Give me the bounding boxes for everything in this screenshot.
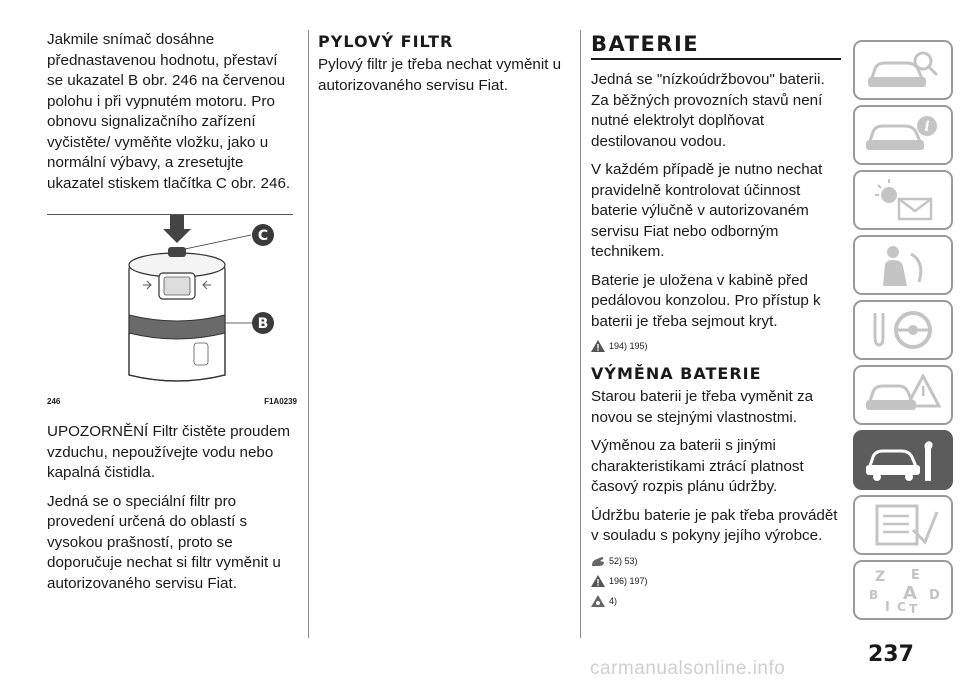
tab-emergency[interactable]: [853, 365, 953, 425]
car-wrench-icon: [863, 437, 943, 483]
figure-label-b: B: [257, 316, 269, 332]
index-letter: D: [929, 588, 940, 603]
tab-index[interactable]: [853, 560, 953, 620]
recycle-icon: [591, 595, 605, 607]
column-divider-2: [580, 30, 581, 638]
index-letter: C: [897, 600, 906, 613]
paragraph-battery-check: V každém případě je nutno nechat pravidelně kontrolovat účinnost baterie výlučně v autorizovaném servisu Fiat nebo odborným technikem.: [591, 161, 823, 260]
paragraph-warning: UPOZORNĚNÍ Filtr čistěte proudem vzduchu, nepoužívejte vodu nebo kapalná čistidla.: [47, 423, 291, 481]
column-right: [591, 30, 841, 615]
figure-caption: [47, 397, 297, 406]
figure-number: 246: [47, 397, 61, 406]
tab-safety-lights[interactable]: [853, 170, 953, 230]
reference-warning-2: 196) 197): [591, 575, 841, 587]
tab-starting-driving[interactable]: [853, 300, 953, 360]
checklist-icon: [863, 502, 943, 548]
heading-battery-replacement: VÝMĚNA BATERIE: [591, 364, 762, 383]
tab-safety[interactable]: [853, 235, 953, 295]
paragraph-battery-type: Jedná se "nízkoúdržbovou" baterii. Za běžných provozních stavů není nutné elektrolyt doplňovat destilovanou vodou.: [591, 71, 825, 150]
index-letter: E: [911, 568, 920, 583]
paragraph-replace-same: Starou baterii je třeba vyměnit za novou se stejnými vlastnostmi.: [591, 388, 814, 426]
index-letter: T: [909, 602, 918, 613]
index-letter: I: [885, 600, 890, 613]
figure-label-c: C: [257, 228, 269, 244]
seatbelt-person-icon: [863, 242, 943, 288]
heading-pollen-filter: PYLOVÝ FILTR: [318, 32, 454, 51]
heading-battery: BATERIE: [591, 32, 841, 60]
column-divider-1: [308, 30, 309, 638]
air-filter-illustration: [47, 215, 293, 395]
column-middle: [318, 30, 570, 104]
tab-getting-to-know-car[interactable]: [853, 40, 953, 100]
car-warning-icon: [863, 372, 943, 418]
reference-warning-1: 194) 195): [591, 340, 841, 352]
steering-wheel-icon: [863, 307, 943, 353]
light-envelope-icon: [863, 177, 943, 223]
reference-caution: 52) 53): [591, 555, 841, 567]
warning-triangle-icon: [591, 340, 605, 352]
car-info-icon: [863, 112, 943, 158]
index-letter: A: [903, 583, 917, 604]
paragraph-indicator-reset: Jakmile snímač dosáhne přednastavenou hodnotu, přestaví se ukazatel B obr. 246 na červenou polohu i při vypnutém motoru. Pro obnovu signalizačního zařízení vyčistěte/ vyměňte vložku, jako u normální výbavy, a zresetujte ukazatel stiskem tlačítka C obr. 246.: [47, 31, 291, 192]
paragraph-battery-location: Baterie je uložena v kabině před pedálovou konzolou. Pro přístup k baterii je třeba sejmout kryt.: [591, 271, 821, 330]
page-number: 237: [868, 642, 914, 667]
watermark: carmanualsonline.info: [590, 658, 786, 679]
chapter-tabs: [853, 40, 953, 625]
tab-servicing-maintenance[interactable]: [853, 430, 953, 490]
car-search-icon: [863, 47, 943, 93]
index-letter: Z: [875, 569, 886, 585]
caution-hand-icon: [591, 555, 605, 567]
index-letter: B: [869, 588, 879, 602]
column-left: [47, 30, 297, 602]
tab-instrument-panel[interactable]: [853, 105, 953, 165]
paragraph-manufacturer-instructions: Údržbu baterie je pak třeba provádět v souladu s pokyny jejího výrobce.: [591, 506, 838, 544]
warning-triangle-icon: [591, 575, 605, 587]
svg-text:i: i: [924, 119, 930, 135]
reference-environment: 4): [591, 595, 841, 607]
paragraph-special-filter: Jedná se o speciální filtr pro provedení určená do oblastí s vysokou prašností, proto se doporučuje nechat si filtr vyměnit u autorizovaného servisu Fiat.: [47, 492, 281, 592]
paragraph-pollen-filter: Pylový filtr je třeba nechat vyměnit u autorizovaného servisu Fiat.: [318, 56, 562, 94]
alphabetical-index-icon: [863, 567, 943, 613]
paragraph-replace-different: Výměnou za baterii s jinými charakteristikami ztrácí platnost časový rozpis plánu údržby.: [591, 437, 804, 495]
figure-246: [47, 214, 293, 395]
figure-code: F1A0239: [264, 397, 297, 406]
tab-technical-data[interactable]: [853, 495, 953, 555]
